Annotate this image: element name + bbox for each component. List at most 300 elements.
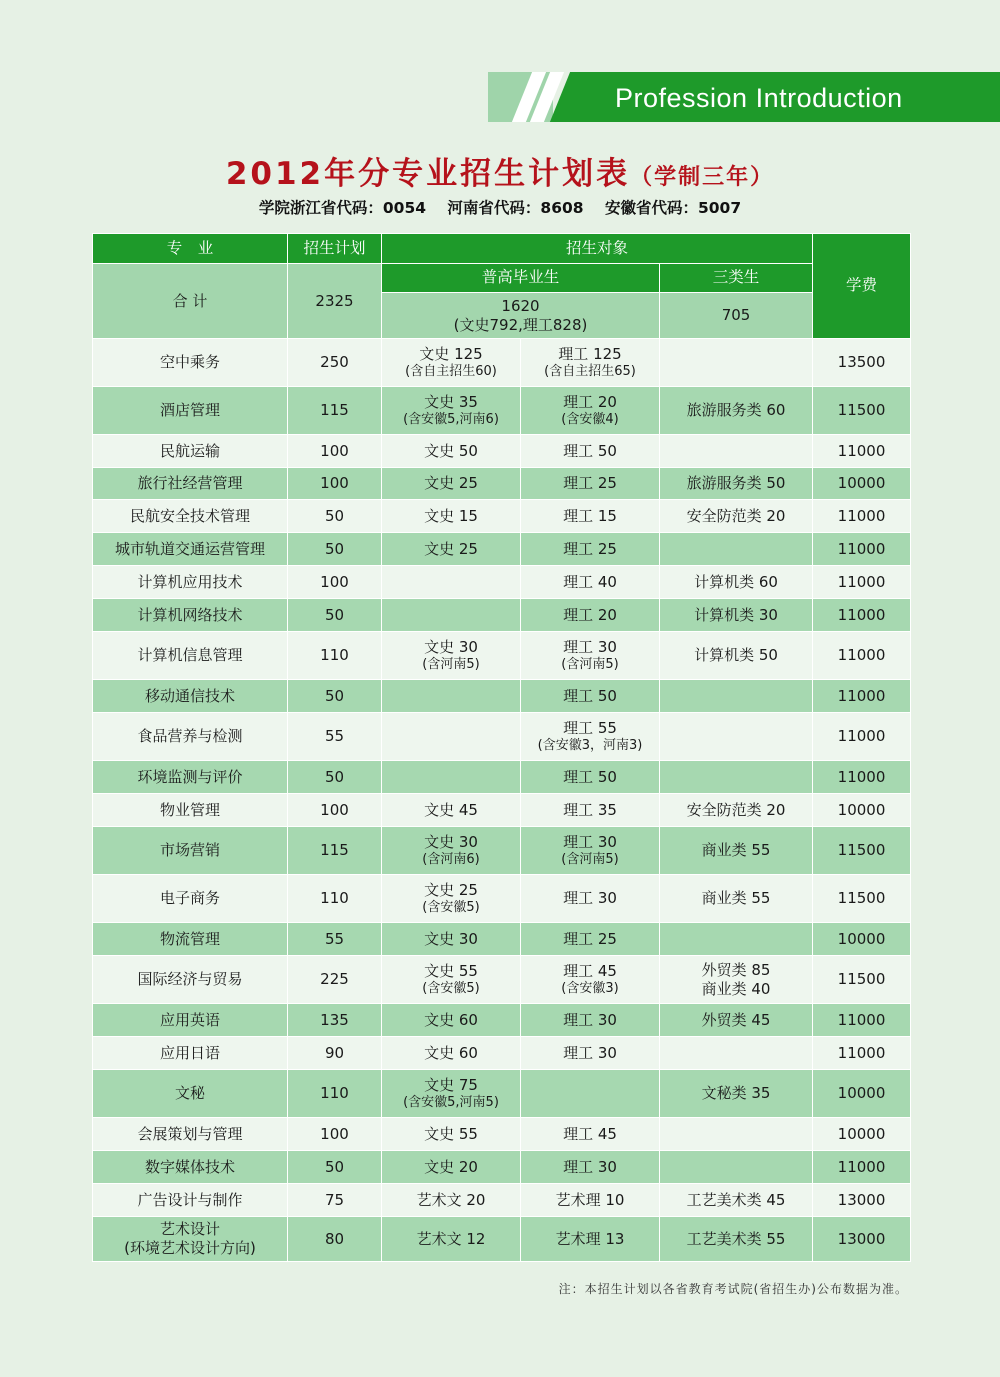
table-row (93, 599, 911, 632)
fee-cell (813, 1184, 911, 1217)
table-row (93, 1118, 911, 1151)
third-class-text: 商业类 55 (701, 841, 771, 860)
header-plan: 招生计划 (288, 234, 382, 264)
major-text: 广告设计与制作 (137, 1190, 243, 1209)
ligong-cell (521, 1004, 660, 1037)
plan-text: 100 (320, 474, 349, 493)
third-class-cell (660, 500, 813, 533)
major-cell (93, 875, 288, 923)
table-row (93, 387, 911, 435)
major-cell (93, 1217, 288, 1262)
wenshi-text: 文史 25 (424, 881, 478, 899)
wenshi-cell (382, 875, 521, 923)
wenshi-cell (382, 468, 521, 500)
total-general (382, 293, 660, 339)
plan-text: 110 (320, 646, 349, 665)
ligong-cell (521, 1070, 660, 1118)
third-class-text: 文秘类 35 (701, 1084, 771, 1103)
ligong-cell (521, 339, 660, 387)
plan-text: 75 (324, 1190, 345, 1209)
major-text: (环境艺术设计方向) (124, 1239, 256, 1257)
ligong-text: 理工 55 (563, 719, 617, 737)
ligong-text: 理工 30 (563, 1043, 617, 1062)
fee-text: 11000 (837, 767, 886, 786)
header-target: 招生对象 (382, 234, 813, 264)
fee-text: 11000 (837, 727, 886, 746)
major-cell (93, 339, 288, 387)
plan-cell (288, 468, 382, 500)
table-row (93, 500, 911, 533)
ligong-text: (含自主招生65) (544, 363, 636, 379)
wenshi-cell (382, 1151, 521, 1184)
ligong-text: 艺术理 13 (555, 1229, 625, 1248)
table-row (93, 533, 911, 566)
ligong-cell (521, 956, 660, 1004)
table-row (93, 632, 911, 680)
wenshi-text: (含自主招生60) (405, 363, 497, 379)
wenshi-text: 艺术文 12 (416, 1229, 486, 1248)
total-general-note: (文史792,理工828) (453, 315, 588, 334)
fee-cell (813, 761, 911, 794)
major-text: 环境监测与评价 (137, 767, 243, 786)
wenshi-text: 文史 60 (424, 1043, 478, 1062)
major-text: 城市轨道交通运营管理 (114, 539, 265, 558)
fee-cell (813, 468, 911, 500)
third-class-text: 计算机类 60 (694, 572, 778, 591)
ligong-cell (521, 435, 660, 468)
ligong-text: 理工 50 (563, 441, 617, 460)
table-row (93, 1037, 911, 1070)
ligong-cell (521, 632, 660, 680)
plan-cell (288, 794, 382, 827)
wenshi-cell (382, 923, 521, 956)
third-class-text: 安全防范类 20 (686, 800, 786, 819)
wenshi-text: (含河南5) (422, 656, 480, 672)
fee-text: 11000 (837, 1010, 886, 1029)
ligong-cell (521, 761, 660, 794)
ligong-text: 理工 45 (563, 1124, 617, 1143)
ligong-cell (521, 713, 660, 761)
table-row (93, 956, 911, 1004)
wenshi-cell (382, 500, 521, 533)
fee-text: 11000 (837, 1043, 886, 1062)
major-text: 国际经济与贸易 (137, 970, 243, 989)
fee-text: 10000 (837, 1124, 886, 1143)
plan-cell (288, 632, 382, 680)
third-class-cell (660, 713, 813, 761)
fee-cell (813, 923, 911, 956)
major-cell (93, 680, 288, 713)
plan-text: 115 (320, 841, 349, 860)
fee-cell (813, 827, 911, 875)
wenshi-text: 文史 20 (424, 1157, 478, 1176)
ligong-text: 理工 30 (563, 1010, 617, 1029)
ligong-text: 理工 40 (563, 572, 617, 591)
plan-text: 55 (324, 727, 345, 746)
wenshi-cell (382, 1037, 521, 1070)
major-cell (93, 500, 288, 533)
ligong-cell (521, 387, 660, 435)
footnote: 注：本招生计划以各省教育考试院(省招生办)公布数据为准。 (558, 1282, 908, 1296)
fee-cell (813, 1118, 911, 1151)
fee-cell (813, 1004, 911, 1037)
page-title-main: 2012年分专业招生计划表 (225, 156, 631, 192)
enrollment-table (92, 233, 911, 1262)
third-class-cell (660, 1151, 813, 1184)
fee-text: 11000 (837, 441, 886, 460)
third-class-cell (660, 599, 813, 632)
major-cell (93, 435, 288, 468)
major-cell (93, 827, 288, 875)
wenshi-cell (382, 533, 521, 566)
ligong-text: 理工 20 (563, 605, 617, 624)
plan-text: 110 (320, 889, 349, 908)
ligong-cell (521, 500, 660, 533)
page-title-sub: （学制三年） (630, 165, 775, 190)
major-cell (93, 599, 288, 632)
wenshi-text: 文史 30 (424, 833, 478, 851)
major-cell (93, 1004, 288, 1037)
fee-cell (813, 680, 911, 713)
major-text: 应用英语 (159, 1010, 220, 1029)
wenshi-text: (含安徽5,河南5) (403, 1094, 499, 1110)
third-class-text: 计算机类 50 (694, 646, 778, 665)
major-cell (93, 533, 288, 566)
major-text: 市场营销 (159, 841, 220, 860)
table-row (93, 566, 911, 599)
wenshi-text: 文史 125 (419, 345, 483, 363)
third-class-text: 工艺美术类 45 (686, 1190, 786, 1209)
fee-cell (813, 1217, 911, 1262)
plan-cell (288, 680, 382, 713)
major-text: 民航安全技术管理 (129, 506, 250, 525)
total-label: 合 计 (93, 264, 288, 339)
ligong-cell (521, 794, 660, 827)
fee-text: 11500 (837, 970, 886, 989)
fee-cell (813, 500, 911, 533)
fee-text: 13000 (837, 1229, 886, 1248)
fee-cell (813, 875, 911, 923)
third-class-text: 外贸类 85 (701, 960, 771, 979)
third-class-cell (660, 1217, 813, 1262)
plan-cell (288, 923, 382, 956)
plan-text: 55 (324, 929, 345, 948)
ligong-cell (521, 875, 660, 923)
plan-cell (288, 533, 382, 566)
major-text: 计算机信息管理 (137, 646, 243, 665)
major-cell (93, 1070, 288, 1118)
fee-text: 11500 (837, 841, 886, 860)
plan-cell (288, 1151, 382, 1184)
third-class-text: 旅游服务类 50 (686, 474, 786, 493)
major-text: 艺术设计 (159, 1220, 220, 1239)
plan-text: 80 (324, 1229, 345, 1248)
major-text: 移动通信技术 (144, 686, 235, 705)
fee-text: 10000 (837, 1084, 886, 1103)
wenshi-text: 文史 60 (424, 1010, 478, 1029)
ligong-text: 理工 50 (563, 767, 617, 786)
table-row (93, 1217, 911, 1262)
fee-cell (813, 1151, 911, 1184)
plan-cell (288, 500, 382, 533)
wenshi-text: 文史 30 (424, 929, 478, 948)
table-row (93, 1004, 911, 1037)
plan-text: 225 (320, 970, 349, 989)
code-anhui: 安徽省代码：5007 (604, 199, 742, 217)
ligong-text: 理工 30 (563, 638, 617, 656)
third-class-text: 商业类 55 (701, 889, 771, 908)
wenshi-cell (382, 435, 521, 468)
plan-text: 250 (320, 353, 349, 372)
major-cell (93, 761, 288, 794)
wenshi-text: 艺术文 20 (416, 1190, 486, 1209)
third-class-cell (660, 435, 813, 468)
table-row (93, 680, 911, 713)
plan-cell (288, 435, 382, 468)
header-general: 普高毕业生 (382, 264, 660, 293)
institution-codes (0, 196, 1000, 218)
plan-cell (288, 387, 382, 435)
third-class-cell (660, 1037, 813, 1070)
wenshi-cell (382, 761, 521, 794)
wenshi-cell (382, 599, 521, 632)
fee-text: 13500 (837, 353, 886, 372)
wenshi-text: 文史 25 (424, 539, 478, 558)
plan-text: 50 (324, 539, 345, 558)
wenshi-cell (382, 1004, 521, 1037)
plan-text: 135 (320, 1010, 349, 1029)
plan-cell (288, 1118, 382, 1151)
third-class-cell (660, 1004, 813, 1037)
wenshi-text: (含安徽5) (422, 899, 480, 915)
major-text: 物流管理 (159, 929, 220, 948)
ligong-cell (521, 533, 660, 566)
major-text: 计算机网络技术 (137, 605, 243, 624)
table-row (93, 875, 911, 923)
third-class-cell (660, 875, 813, 923)
table-row (93, 713, 911, 761)
header-fee: 学费 (813, 234, 911, 339)
fee-cell (813, 533, 911, 566)
table-row (93, 1151, 911, 1184)
code-zhejiang: 学院浙江省代码：0054 (258, 199, 427, 217)
header-third: 三类生 (660, 264, 813, 293)
third-class-text: 安全防范类 20 (686, 506, 786, 525)
ligong-text: 理工 125 (558, 345, 622, 363)
wenshi-text: 文史 35 (424, 393, 478, 411)
ligong-cell (521, 1118, 660, 1151)
third-class-text: 计算机类 30 (694, 605, 778, 624)
plan-cell (288, 339, 382, 387)
fee-text: 10000 (837, 929, 886, 948)
major-text: 电子商务 (159, 889, 220, 908)
fee-text: 11000 (837, 539, 886, 558)
ligong-text: 理工 20 (563, 393, 617, 411)
plan-text: 90 (324, 1043, 345, 1062)
wenshi-text: 文史 15 (424, 506, 478, 525)
plan-cell (288, 1070, 382, 1118)
major-cell (93, 1037, 288, 1070)
third-class-text: 外贸类 45 (701, 1010, 771, 1029)
fee-text: 11000 (837, 572, 886, 591)
plan-text: 50 (324, 767, 345, 786)
third-class-cell (660, 533, 813, 566)
table-row (93, 923, 911, 956)
wenshi-text: 文史 55 (424, 1124, 478, 1143)
third-class-cell (660, 794, 813, 827)
plan-text: 50 (324, 686, 345, 705)
wenshi-cell (382, 713, 521, 761)
plan-text: 50 (324, 1157, 345, 1176)
plan-text: 100 (320, 441, 349, 460)
plan-text: 50 (324, 506, 345, 525)
fee-text: 11000 (837, 686, 886, 705)
fee-text: 11000 (837, 506, 886, 525)
wenshi-text: 文史 25 (424, 474, 478, 493)
third-class-cell (660, 761, 813, 794)
ligong-text: 理工 50 (563, 686, 617, 705)
major-cell (93, 713, 288, 761)
wenshi-text: (含安徽5,河南6) (403, 411, 499, 427)
plan-text: 100 (320, 572, 349, 591)
ligong-text: 理工 15 (563, 506, 617, 525)
wenshi-cell (382, 1184, 521, 1217)
major-cell (93, 1118, 288, 1151)
ligong-cell (521, 923, 660, 956)
fee-text: 10000 (837, 474, 886, 493)
ligong-cell (521, 1037, 660, 1070)
major-cell (93, 956, 288, 1004)
ligong-text: 理工 35 (563, 800, 617, 819)
table-row (93, 468, 911, 500)
third-class-cell (660, 923, 813, 956)
fee-text: 11000 (837, 605, 886, 624)
fee-text: 11500 (837, 401, 886, 420)
wenshi-cell (382, 339, 521, 387)
plan-cell (288, 827, 382, 875)
page-title (0, 148, 1000, 193)
total-plan: 2325 (288, 264, 382, 339)
major-cell (93, 468, 288, 500)
third-class-cell (660, 632, 813, 680)
ligong-text: 理工 45 (563, 962, 617, 980)
fee-text: 11500 (837, 889, 886, 908)
ligong-text: 理工 30 (563, 889, 617, 908)
total-general-value: 1620 (501, 296, 540, 315)
ligong-text: 理工 30 (563, 1157, 617, 1176)
wenshi-cell (382, 387, 521, 435)
ligong-cell (521, 1217, 660, 1262)
wenshi-text: 文史 50 (424, 441, 478, 460)
third-class-cell (660, 566, 813, 599)
fee-cell (813, 435, 911, 468)
major-text: 数字媒体技术 (144, 1157, 235, 1176)
major-text: 文秘 (174, 1084, 205, 1103)
fee-cell (813, 599, 911, 632)
fee-cell (813, 794, 911, 827)
ligong-cell (521, 827, 660, 875)
third-class-cell (660, 387, 813, 435)
plan-cell (288, 599, 382, 632)
ligong-text: 理工 25 (563, 539, 617, 558)
ligong-text: (含安徽3，河南3) (537, 737, 643, 753)
major-cell (93, 566, 288, 599)
plan-cell (288, 761, 382, 794)
wenshi-cell (382, 566, 521, 599)
major-cell (93, 632, 288, 680)
wenshi-cell (382, 956, 521, 1004)
plan-cell (288, 1037, 382, 1070)
wenshi-cell (382, 794, 521, 827)
major-cell (93, 1184, 288, 1217)
ligong-text: 理工 30 (563, 833, 617, 851)
plan-text: 100 (320, 1124, 349, 1143)
ligong-cell (521, 468, 660, 500)
third-class-cell (660, 1184, 813, 1217)
ligong-text: 理工 25 (563, 929, 617, 948)
fee-cell (813, 339, 911, 387)
wenshi-cell (382, 632, 521, 680)
third-class-cell (660, 680, 813, 713)
table-row (93, 827, 911, 875)
ligong-cell (521, 680, 660, 713)
fee-cell (813, 1037, 911, 1070)
third-class-text: 旅游服务类 60 (686, 401, 786, 420)
wenshi-cell (382, 1217, 521, 1262)
total-third: 705 (660, 293, 813, 339)
plan-cell (288, 566, 382, 599)
major-cell (93, 794, 288, 827)
table-row (93, 339, 911, 387)
ligong-cell (521, 1151, 660, 1184)
major-text: 酒店管理 (159, 401, 220, 420)
major-text: 空中乘务 (159, 353, 220, 372)
ligong-text: 理工 25 (563, 474, 617, 493)
plan-text: 115 (320, 401, 349, 420)
plan-text: 110 (320, 1084, 349, 1103)
ligong-cell (521, 599, 660, 632)
ligong-cell (521, 1184, 660, 1217)
plan-cell (288, 1217, 382, 1262)
wenshi-text: (含安徽5) (422, 980, 480, 996)
wenshi-cell (382, 680, 521, 713)
ligong-text: (含河南5) (561, 851, 619, 867)
major-text: 应用日语 (159, 1043, 220, 1062)
plan-text: 50 (324, 605, 345, 624)
wenshi-cell (382, 827, 521, 875)
ligong-text: (含安徽3) (561, 980, 619, 996)
wenshi-text: 文史 30 (424, 638, 478, 656)
wenshi-cell (382, 1118, 521, 1151)
wenshi-text: (含河南6) (422, 851, 480, 867)
fee-text: 11000 (837, 646, 886, 665)
plan-cell (288, 1184, 382, 1217)
wenshi-text: 文史 75 (424, 1076, 478, 1094)
table-row (93, 1184, 911, 1217)
plan-cell (288, 956, 382, 1004)
fee-text: 13000 (837, 1190, 886, 1209)
wenshi-text: 文史 45 (424, 800, 478, 819)
third-class-text: 工艺美术类 55 (686, 1229, 786, 1248)
plan-text: 100 (320, 800, 349, 819)
third-class-cell (660, 468, 813, 500)
third-class-cell (660, 1118, 813, 1151)
fee-cell (813, 387, 911, 435)
table-row (93, 435, 911, 468)
major-text: 食品营养与检测 (137, 727, 243, 746)
third-class-text: 商业类 40 (701, 979, 771, 998)
ligong-text: (含安徽4) (561, 411, 619, 427)
